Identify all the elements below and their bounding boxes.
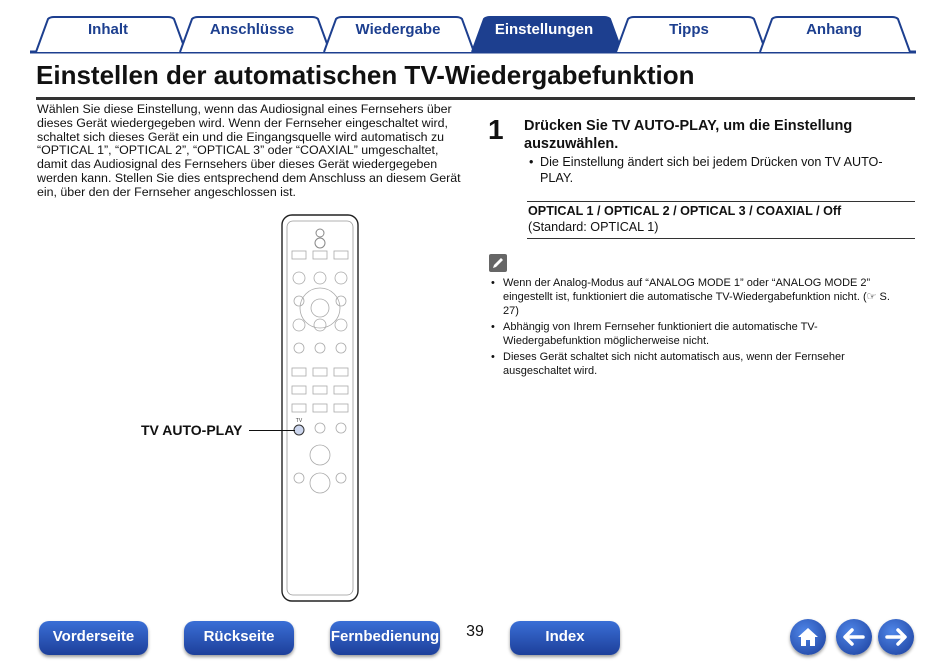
tab-wiedergabe[interactable]: Wiedergabe — [355, 21, 441, 38]
front-panel-button[interactable]: Vorderseite — [39, 621, 148, 655]
rear-panel-button[interactable]: Rückseite — [184, 621, 294, 655]
list-item: • Wenn der Analog-Modus auf “ANALOG MODE 1” oder “ANALOG MODE 2” eingestellt ist, funktioniert die automatische TV-Wiedergabefunktion nicht. (☞ S. 27) — [491, 277, 890, 317]
note-text: Wenn der Analog-Modus auf “ANALOG MODE 1” oder “ANALOG MODE 2” eingestellt ist, funktioniert die automatische TV-Wiedergabefunktion nicht. (☞ S. 27) — [503, 277, 890, 317]
home-button[interactable] — [790, 619, 826, 655]
tv-auto-play-callout: TV AUTO-PLAY — [141, 422, 243, 438]
tab-einstellungen[interactable]: Einstellungen — [494, 21, 594, 38]
pencil-note-icon — [489, 254, 507, 272]
index-button[interactable]: Index — [510, 621, 620, 655]
notes-list — [491, 276, 901, 380]
tab-anschluesse[interactable]: Anschlüsse — [209, 21, 295, 38]
page-title: Einstellen der automatischen TV-Wiedergabefunktion — [36, 60, 695, 90]
tab-inhalt[interactable]: Inhalt — [88, 21, 128, 38]
note-text: Abhängig von Ihrem Fernseher funktioniert die automatische TV-Wiedergabefunktion möglicherweise nicht. — [503, 321, 818, 347]
step-bullet-text: Die Einstellung ändert sich bei jedem Drücken von TV AUTO-PLAY. — [540, 155, 883, 185]
svg-text:TV: TV — [295, 418, 303, 424]
tab-tipps[interactable]: Tipps — [669, 21, 709, 38]
list-item: • Dieses Gerät schaltet sich nicht automatisch aus, wenn der Fernseher ausgeschaltet wird. — [491, 351, 845, 377]
page-number: 39 — [466, 623, 484, 640]
home-icon — [790, 619, 826, 655]
back-button[interactable] — [836, 619, 872, 655]
intro-text: Wählen Sie diese Einstellung, wenn das Audiosignal eines Fernsehers über dieses Gerät wiedergegeben wird. Wenn der Fernseher eingeschaltet wird, schaltet sich dieses Gerät ein und die Eingangsquelle wird automatisch zu “OPTICAL 1”, “OPTICAL 2”, “OPTICAL 3” oder “COAXIAL” umgeschaltet, damit das Audiosignal des Fernsehers über dieses Gerät wiedergegeben werden kann. Stellen Sie dies entsprechend dem Anschluss an diesem Gerät ein, über den der Fernseher angeschlossen ist. — [37, 102, 461, 199]
options-box — [527, 201, 915, 239]
remote-control-illustration — [270, 213, 370, 603]
options-default: (Standard: OPTICAL 1) — [528, 220, 659, 234]
arrow-left-icon — [836, 619, 872, 655]
step-bullet — [529, 155, 904, 186]
options-values: OPTICAL 1 / OPTICAL 2 / OPTICAL 3 / COAXIAL / Off — [528, 204, 842, 218]
title-divider — [36, 97, 915, 100]
arrow-right-icon — [878, 619, 914, 655]
bullet-icon: • — [529, 155, 534, 169]
forward-button[interactable] — [878, 619, 914, 655]
callout-line — [249, 430, 295, 431]
step-number: 1 — [488, 114, 504, 145]
step-heading: Drücken Sie TV AUTO-PLAY, um die Einstellung auszuwählen. — [524, 118, 853, 152]
remote-control-button[interactable]: Fernbedienung — [330, 621, 440, 655]
tab-anhang[interactable]: Anhang — [806, 21, 862, 38]
list-item: • Abhängig von Ihrem Fernseher funktioniert die automatische TV-Wiedergabefunktion möglicherweise nicht. — [491, 321, 818, 347]
note-text: Dieses Gerät schaltet sich nicht automatisch aus, wenn der Fernseher ausgeschaltet wird. — [503, 351, 845, 377]
tab-bar — [0, 0, 950, 56]
